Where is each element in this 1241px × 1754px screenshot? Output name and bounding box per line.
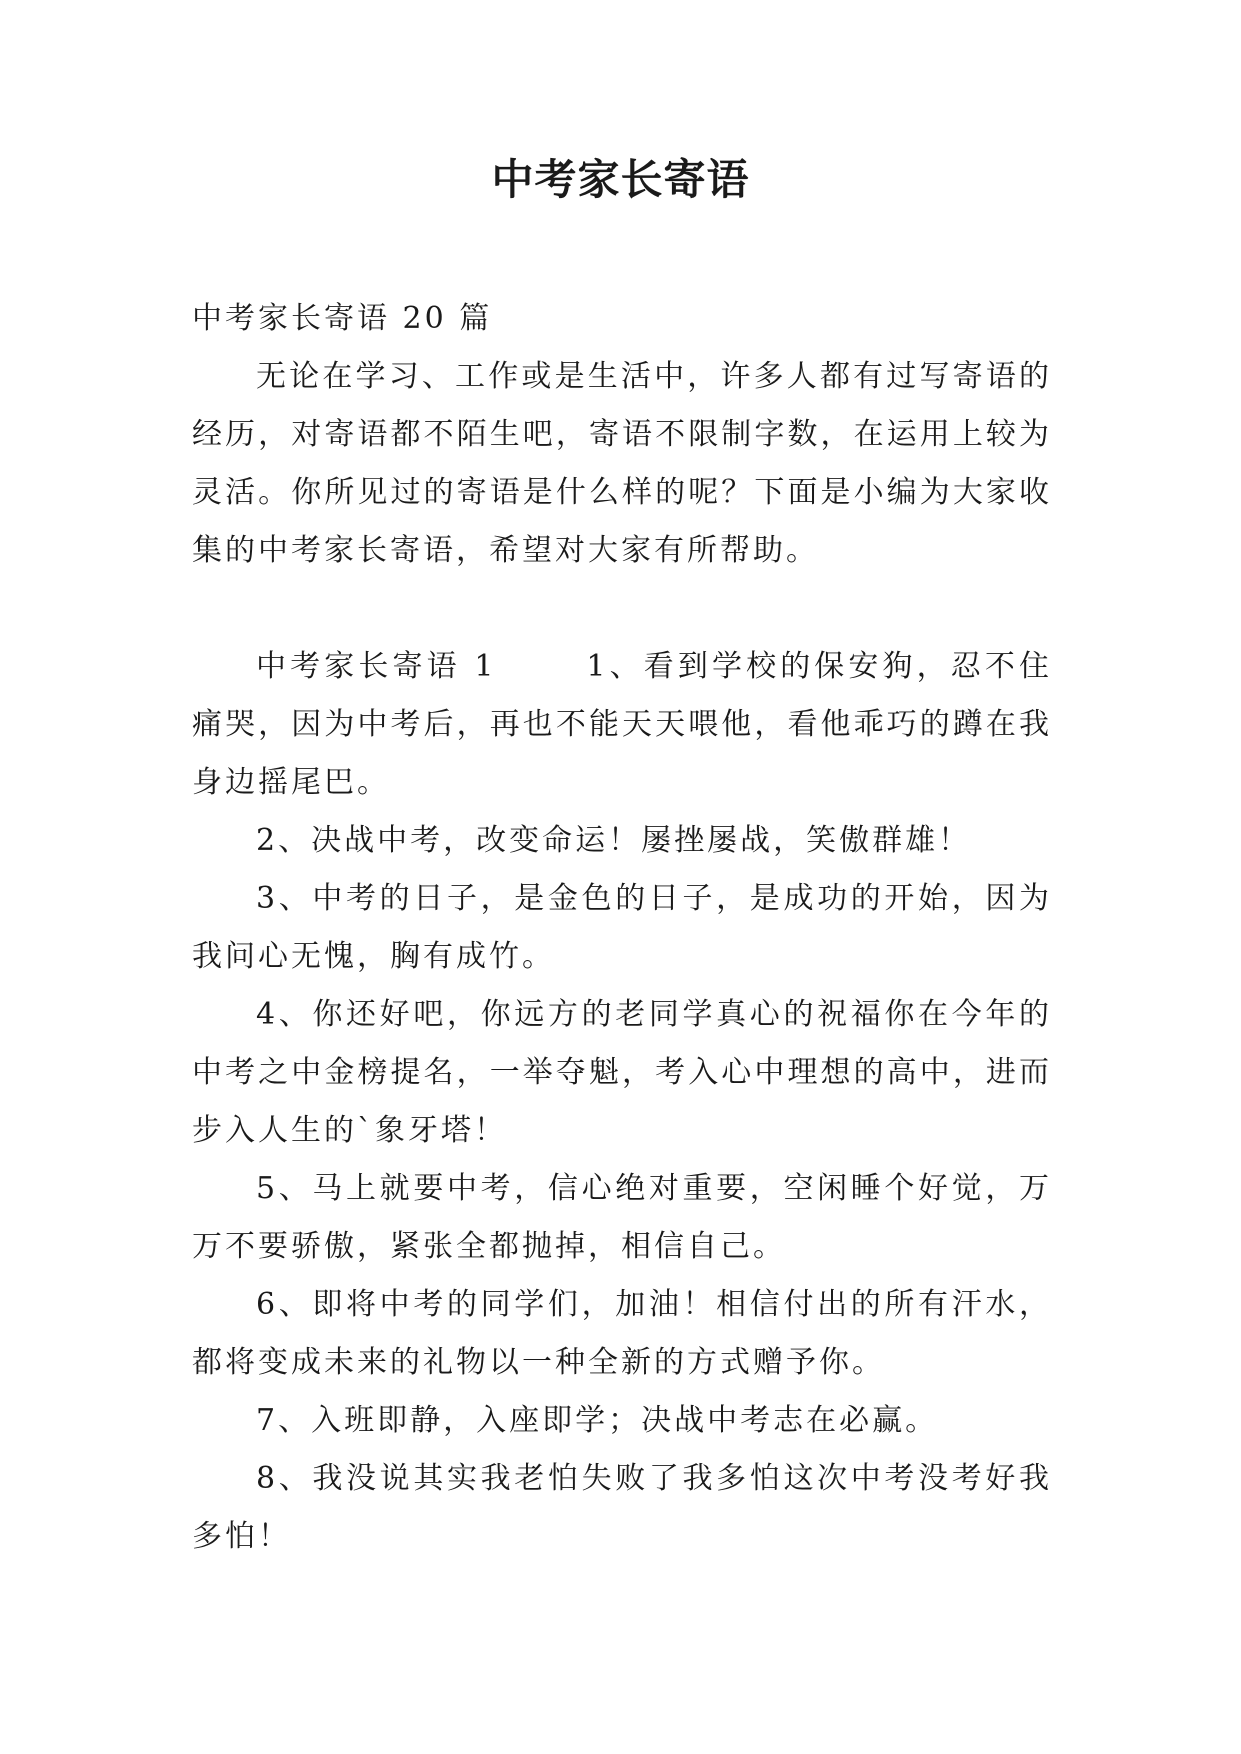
section-first-paragraph	[192, 638, 1052, 812]
document-body	[192, 290, 1052, 1566]
section-heading: 中考家长寄语 1	[256, 649, 497, 684]
list-item: 7、入班即静，入座即学；决战中考志在必赢。	[256, 1403, 939, 1438]
list-item: 2、决战中考，改变命运！屡挫屡战，笑傲群雄！	[256, 823, 972, 858]
list-item: 5、马上就要中考，信心绝对重要，空闲睡个好觉，万万不要骄傲，紧张全都抛掉，相信自己。	[192, 1171, 1052, 1264]
list-item: 4、你还好吧，你远方的老同学真心的祝福你在今年的中考之中金榜提名，一举夺魁，考入心中理想的高中，进而步入人生的`象牙塔！	[192, 997, 1052, 1148]
intro-paragraph: 无论在学习、工作或是生活中，许多人都有过写寄语的经历，对寄语都不陌生吧，寄语不限制字数，在运用上较为灵活。你所见过的寄语是什么样的呢？下面是小编为大家收集的中考家长寄语，希望对大家有所帮助。	[192, 359, 1052, 568]
document-title: 中考家长寄语	[491, 155, 750, 204]
list-item: 1、看到学校的保安狗，忍不住痛哭，因为中考后，再也不能天天喂他，看他乖巧的蹲在我身边摇尾巴。	[192, 649, 1052, 800]
list-item: 3、中考的日子，是金色的日子，是成功的开始，因为我问心无愧，胸有成竹。	[192, 881, 1052, 974]
list-item: 8、我没说其实我老怕失败了我多怕这次中考没考好我多怕！	[192, 1461, 1052, 1554]
list-item: 6、即将中考的同学们，加油！相信付出的所有汗水，都将变成未来的礼物以一种全新的方式赠予你。	[192, 1287, 1052, 1380]
document-subtitle: 中考家长寄语 20 篇	[192, 301, 493, 336]
